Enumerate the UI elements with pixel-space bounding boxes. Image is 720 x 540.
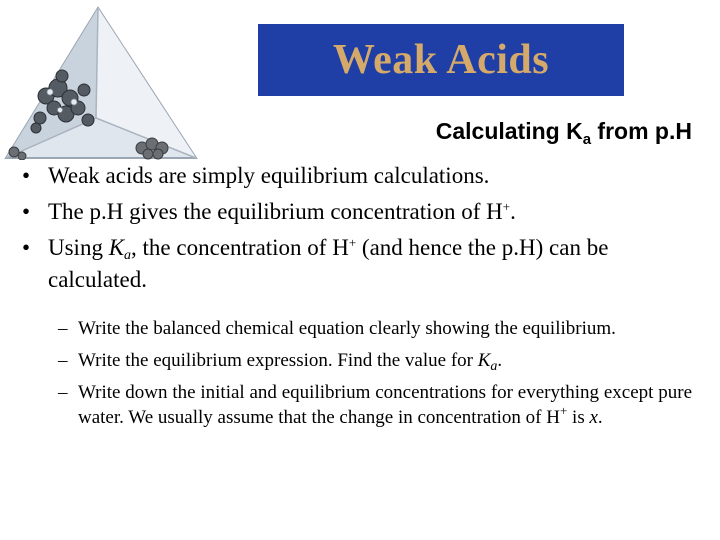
sub-bullet-text: . — [597, 407, 603, 428]
superscript: + — [502, 199, 511, 214]
sub-bullet-marker: – — [58, 350, 68, 371]
sub-bullet-text: Write the equilibrium expression. Find the value for — [78, 350, 478, 371]
ka-subscript-text: a — [124, 248, 132, 263]
page-title: Weak Acids — [332, 37, 550, 83]
subtitle — [436, 118, 692, 148]
bullet-item — [22, 196, 694, 228]
ka-symbol: K — [108, 235, 125, 260]
superscript: + — [559, 403, 568, 418]
variable-x: x — [589, 407, 598, 428]
bullet-item — [22, 160, 694, 192]
bullet-text: Weak acids are simply equilibrium calculations. — [48, 163, 490, 188]
subtitle-main: Calculating K — [435, 118, 583, 144]
bullet-marker: • — [22, 199, 31, 224]
sub-bullet-text: . — [497, 350, 503, 371]
sub-bullet-marker: – — [58, 382, 68, 403]
sub-bullet-text: is — [567, 407, 590, 428]
bullet-text: (and hence the p.H) can be calculated. — [48, 235, 609, 292]
superscript: + — [348, 235, 357, 250]
ka-subscript — [124, 248, 131, 263]
bullet-list — [22, 160, 694, 300]
bullet-text: Using — [48, 235, 109, 260]
sub-bullet-item — [58, 348, 692, 373]
sub-bullet-text: Write down the initial and equilibrium concentrations for everything except pure water. We usually assume that the change in concentration of H — [78, 382, 692, 428]
ka-symbol: K — [477, 350, 491, 371]
bullet-marker: • — [22, 163, 31, 188]
molecule-triangle-logo — [0, 0, 240, 160]
bullet-text: , the concentration of H — [131, 235, 349, 260]
ka-subscript-text: a — [490, 359, 498, 374]
sub-bullet-item — [58, 380, 692, 430]
bullet-item — [22, 232, 694, 296]
sub-bullet-marker: – — [58, 318, 68, 339]
subtitle-subscript: a — [582, 131, 592, 148]
sub-bullet-list — [58, 316, 692, 437]
bullet-marker: • — [22, 235, 31, 260]
bullet-text: . — [510, 199, 516, 224]
sub-bullet-text: Write the balanced chemical equation clearly showing the equilibrium. — [78, 318, 616, 339]
sub-bullet-item — [58, 316, 692, 341]
bullet-text: The p.H gives the equilibrium concentration of H — [48, 199, 503, 224]
subtitle-rest: from p.H — [591, 118, 692, 144]
title-banner — [258, 24, 624, 96]
